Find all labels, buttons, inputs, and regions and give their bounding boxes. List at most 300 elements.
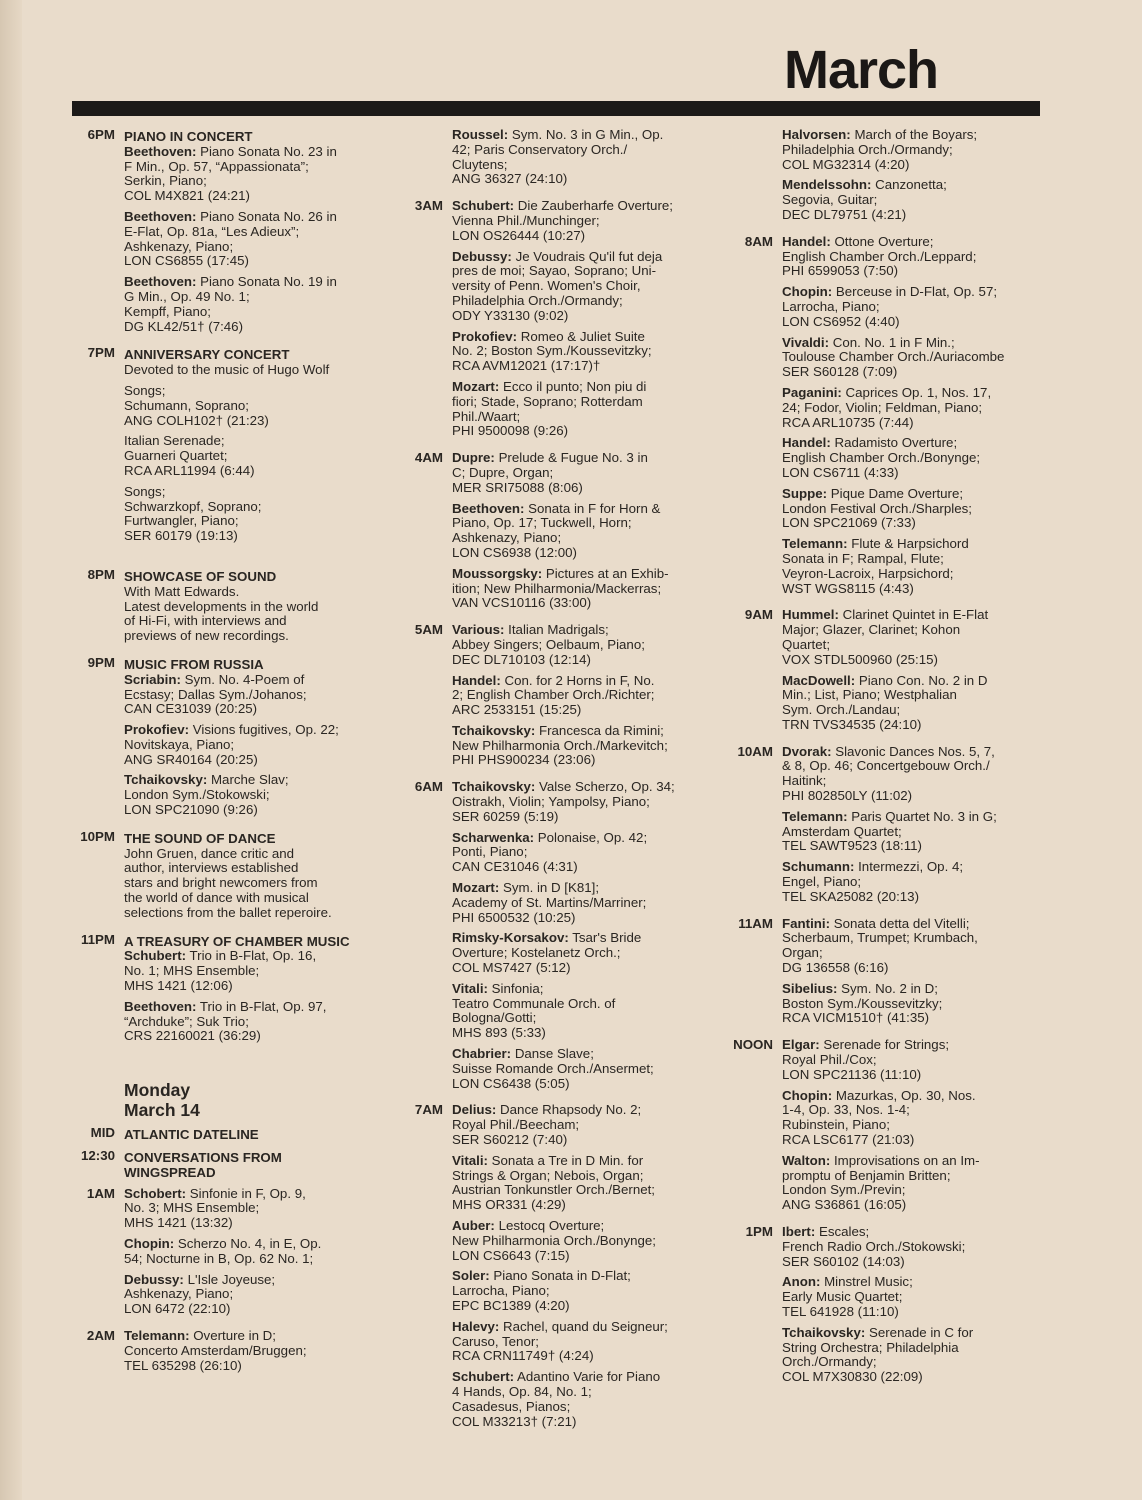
entry-line bbox=[782, 128, 1028, 143]
composer-name: Telemann: bbox=[124, 1328, 190, 1343]
entry-line bbox=[782, 1011, 1028, 1026]
entry-text: Tsar's Bride bbox=[572, 930, 642, 946]
entry-line bbox=[452, 961, 698, 976]
entry-line bbox=[782, 1341, 1028, 1356]
program-entry bbox=[452, 1047, 698, 1091]
entry-text: MER SRI75088 (8:06) bbox=[452, 479, 583, 495]
program-title: PIANO IN CONCERT bbox=[124, 129, 253, 144]
entry-line bbox=[452, 451, 698, 466]
composer-name: Ibert: bbox=[782, 1224, 816, 1239]
entry-text: Ashkenazy, Piano; bbox=[124, 1286, 234, 1302]
slot-time: 10PM bbox=[80, 828, 115, 844]
entry-text: Rachel, quand du Seigneur; bbox=[503, 1318, 668, 1334]
time-slot bbox=[398, 780, 698, 1097]
entry-text: C; Dupre, Organ; bbox=[452, 464, 554, 480]
schedule-column-1 bbox=[70, 128, 370, 1385]
slot-time: 9PM bbox=[87, 654, 115, 670]
entry-line bbox=[124, 673, 370, 688]
slot-body bbox=[452, 1103, 698, 1435]
entry-line bbox=[124, 1273, 370, 1288]
entry-text: LON CS6643 (7:15) bbox=[452, 1247, 570, 1263]
entry-line bbox=[452, 795, 698, 810]
entry-text: SER S60102 (14:03) bbox=[782, 1253, 905, 1269]
entry-line bbox=[782, 401, 1028, 416]
composer-name: Tchaikovsky: bbox=[452, 779, 536, 795]
entry-line bbox=[124, 449, 370, 464]
entry-line bbox=[452, 1133, 698, 1148]
entry-text: MHS 1421 (12:06) bbox=[124, 978, 233, 994]
entry-line bbox=[452, 1299, 698, 1314]
entry-text: Danse Slave; bbox=[514, 1046, 594, 1062]
program-entry bbox=[782, 178, 1028, 222]
entry-line bbox=[782, 1370, 1028, 1385]
description-line: John Gruen, dance critic and bbox=[124, 845, 295, 861]
entry-text: PHI 6500532 (10:25) bbox=[452, 909, 576, 925]
program-entry bbox=[124, 1329, 370, 1373]
entry-text: Italian Madrigals; bbox=[508, 622, 609, 638]
entry-line bbox=[452, 896, 698, 911]
composer-name: Schubert: bbox=[124, 948, 187, 964]
entry-text: Intermezzi, Op. 4; bbox=[858, 859, 964, 875]
program-entry bbox=[124, 275, 370, 334]
entry-text: Cluytens; bbox=[452, 156, 508, 172]
entry-text: TEL SAWT9523 (18:11) bbox=[782, 838, 922, 854]
entry-text: English Chamber Orch./Bonynge; bbox=[782, 450, 981, 466]
time-slot bbox=[728, 1038, 1028, 1219]
entry-text: Philadelphia Orch./Ormandy; bbox=[452, 292, 623, 308]
entry-text: 42; Paris Conservatory Orch./ bbox=[452, 141, 628, 157]
entry-text: Bologna/Gotti; bbox=[452, 1010, 537, 1026]
entry-text: Concerto Amsterdam/Bruggen; bbox=[124, 1342, 307, 1358]
entry-text: Berceuse in D-Flat, Op. 57; bbox=[835, 284, 998, 300]
slot-body bbox=[452, 451, 698, 617]
program-entry bbox=[124, 723, 370, 767]
entry-text: Phil./Waart; bbox=[452, 408, 521, 424]
entry-line bbox=[124, 160, 370, 175]
entry-line bbox=[124, 189, 370, 204]
entry-line bbox=[452, 1385, 698, 1400]
entry-line bbox=[452, 1234, 698, 1249]
composer-name: Telemann: bbox=[782, 808, 848, 824]
entry-text: Die Zauberharfe Overture; bbox=[517, 198, 673, 214]
slot-body bbox=[124, 128, 370, 340]
entry-line bbox=[124, 384, 370, 399]
entry-text: PHI 802850LY (11:02) bbox=[782, 788, 913, 804]
entry-line bbox=[782, 1225, 1028, 1240]
entry-line bbox=[452, 845, 698, 860]
composer-name: Mozart: bbox=[452, 378, 500, 394]
program-entry bbox=[782, 982, 1028, 1026]
entry-text: MHS 1421 (13:32) bbox=[124, 1215, 233, 1231]
time-slot bbox=[70, 128, 370, 340]
entry-line bbox=[124, 414, 370, 429]
slot-body bbox=[782, 128, 1028, 229]
entry-line bbox=[782, 350, 1028, 365]
program-entry bbox=[124, 210, 370, 269]
entry-line bbox=[452, 881, 698, 896]
entry-line bbox=[782, 961, 1028, 976]
entry-text: Larrocha, Piano; bbox=[452, 1283, 550, 1299]
entry-text: SER 60179 (19:13) bbox=[124, 528, 238, 544]
entry-line bbox=[124, 702, 370, 717]
entry-line bbox=[124, 688, 370, 703]
entry-text: DEC DL79751 (4:21) bbox=[782, 206, 907, 222]
program-entry bbox=[124, 145, 370, 204]
entry-text: TEL SKA25082 (20:13) bbox=[782, 888, 919, 904]
entry-line bbox=[124, 803, 370, 818]
program-entry bbox=[782, 860, 1028, 904]
entry-text: Sonata in F for Horn & bbox=[528, 500, 661, 516]
program-entry bbox=[124, 773, 370, 817]
entry-text: New Philharmonia Orch./Bonynge; bbox=[452, 1232, 656, 1248]
entry-text: Polonaise, Op. 42; bbox=[537, 829, 648, 845]
description-line: With Matt Edwards. bbox=[124, 583, 240, 599]
entry-line bbox=[782, 264, 1028, 279]
entry-line bbox=[124, 529, 370, 544]
program-entry bbox=[782, 487, 1028, 531]
composer-name: Tchaikovsky: bbox=[782, 1324, 866, 1340]
entry-line bbox=[452, 703, 698, 718]
entry-text: Overture; Kostelanetz Orch.; bbox=[452, 945, 621, 961]
entry-text: Songs; bbox=[124, 382, 166, 398]
composer-name: Beethoven: bbox=[452, 500, 525, 516]
program-entry bbox=[452, 502, 698, 561]
entry-line bbox=[782, 745, 1028, 760]
entry-line bbox=[782, 875, 1028, 890]
program-entry bbox=[782, 1089, 1028, 1148]
slot-body bbox=[124, 933, 370, 1051]
time-slot bbox=[398, 199, 698, 445]
entry-text: SER 60259 (5:19) bbox=[452, 808, 559, 824]
day-heading-line: Monday bbox=[124, 1080, 191, 1101]
entry-line bbox=[124, 1344, 370, 1359]
entry-text: ition; New Philharmonia/Mackerras; bbox=[452, 580, 662, 596]
entry-line bbox=[452, 946, 698, 961]
entry-line bbox=[782, 774, 1028, 789]
entry-line bbox=[782, 890, 1028, 905]
composer-name: Tchaikovsky: bbox=[124, 772, 208, 788]
program-entry bbox=[124, 485, 370, 544]
time-slot bbox=[398, 1103, 698, 1435]
entry-line bbox=[782, 1103, 1028, 1118]
entry-text: COL M4X821 (24:21) bbox=[124, 188, 250, 204]
entry-line bbox=[452, 481, 698, 496]
program-entry bbox=[782, 810, 1028, 854]
entry-line bbox=[452, 199, 698, 214]
entry-text: Boston Sym./Koussevitzky; bbox=[782, 995, 943, 1011]
time-slot bbox=[70, 1329, 370, 1379]
entry-line bbox=[452, 674, 698, 689]
entry-line bbox=[452, 143, 698, 158]
time-slot bbox=[728, 235, 1028, 603]
entry-line bbox=[782, 451, 1028, 466]
composer-name: Handel: bbox=[452, 672, 501, 688]
entry-line bbox=[452, 279, 698, 294]
entry-line bbox=[452, 531, 698, 546]
program-title: SHOWCASE OF SOUND bbox=[124, 568, 277, 584]
entry-text: ANG COLH102† (21:23) bbox=[124, 412, 269, 428]
entry-line bbox=[124, 1252, 370, 1267]
entry-text: Royal Phil./Cox; bbox=[782, 1052, 877, 1068]
entry-line bbox=[782, 1169, 1028, 1184]
composer-name: Dupre: bbox=[452, 450, 495, 466]
time-slot bbox=[728, 745, 1028, 911]
composer-name: Scriabin: bbox=[124, 671, 181, 687]
entry-text: Clarinet Quintet in E-Flat bbox=[842, 607, 989, 623]
entry-text: Flute & Harpsichord bbox=[851, 536, 969, 552]
entry-line bbox=[782, 810, 1028, 825]
program-entry bbox=[782, 436, 1028, 480]
time-slot bbox=[728, 1225, 1028, 1391]
entry-text: RCA VICM1510† (41:35) bbox=[782, 1010, 930, 1026]
program-entry bbox=[452, 451, 698, 495]
entry-line bbox=[124, 1187, 370, 1202]
composer-name: Prokofiev: bbox=[124, 722, 190, 738]
entry-text: Austrian Tonkunstler Orch./Bernet; bbox=[452, 1182, 655, 1198]
entry-text: London Sym./Stokowski; bbox=[124, 787, 270, 803]
entry-text: Songs; bbox=[124, 483, 166, 499]
entry-text: Marche Slav; bbox=[210, 772, 289, 788]
entry-text: Casadesus, Pianos; bbox=[452, 1398, 571, 1414]
entry-text: Overture in D; bbox=[193, 1328, 276, 1343]
entry-text: Organ; bbox=[782, 945, 823, 961]
entry-line bbox=[124, 145, 370, 160]
slot-time: 12:30 bbox=[80, 1148, 115, 1164]
program-entry bbox=[452, 1103, 698, 1147]
entry-line bbox=[124, 254, 370, 269]
entry-text: Valse Scherzo, Op. 34; bbox=[538, 779, 675, 795]
entry-line bbox=[452, 1011, 698, 1026]
entry-line bbox=[782, 487, 1028, 502]
composer-name: Vitali: bbox=[452, 1152, 488, 1168]
program-title: CONVERSATIONS FROM WINGSPREAD bbox=[124, 1150, 282, 1180]
program-entry bbox=[782, 386, 1028, 430]
entry-text: Sym. Orch./Landau; bbox=[782, 702, 901, 718]
entry-text: EPC BC1389 (4:20) bbox=[452, 1297, 570, 1313]
entry-text: New Philharmonia Orch./Markevitch; bbox=[452, 737, 668, 753]
entry-line bbox=[124, 1029, 370, 1044]
slot-time: 3AM bbox=[414, 198, 443, 214]
composer-name: Paganini: bbox=[782, 384, 842, 400]
composer-name: Moussorgsky: bbox=[452, 565, 543, 581]
entry-text: WST WGS8115 (4:43) bbox=[782, 580, 914, 596]
entry-text: No. 3; MHS Ensemble; bbox=[124, 1200, 260, 1216]
entry-text: Royal Phil./Beecham; bbox=[452, 1117, 580, 1133]
entry-text: Mazurkas, Op. 30, Nos. bbox=[835, 1087, 976, 1103]
entry-text: pres de moi; Sayao, Soprano; Uni- bbox=[452, 263, 656, 279]
entry-text: DEC DL710103 (12:14) bbox=[452, 651, 591, 667]
entry-text: Philadelphia Orch./Ormandy; bbox=[782, 141, 953, 157]
entry-text: SER S60128 (7:09) bbox=[782, 364, 898, 380]
time-slot bbox=[70, 1149, 370, 1181]
entry-text: Schwarzkopf, Soprano; bbox=[124, 498, 262, 514]
entry-text: Segovia, Guitar; bbox=[782, 192, 878, 208]
program-entry bbox=[782, 745, 1028, 804]
program-entry bbox=[124, 949, 370, 993]
entry-line bbox=[782, 1089, 1028, 1104]
entry-text: Prelude & Fugue No. 3 in bbox=[498, 450, 648, 466]
slot-body bbox=[124, 346, 370, 550]
entry-line bbox=[452, 229, 698, 244]
entry-line bbox=[452, 1062, 698, 1077]
time-slot bbox=[398, 451, 698, 617]
entry-line bbox=[782, 1154, 1028, 1169]
slot-time: 6AM bbox=[414, 779, 443, 795]
program-entry bbox=[782, 674, 1028, 733]
entry-line bbox=[782, 193, 1028, 208]
entry-line bbox=[452, 395, 698, 410]
entry-text: Trio in B-Flat, Op. 97, bbox=[199, 998, 327, 1014]
slot-body bbox=[782, 235, 1028, 603]
entry-text: LON CS6855 (17:45) bbox=[124, 253, 249, 269]
entry-text: Ottone Overture; bbox=[834, 233, 934, 249]
schedule-column-3 bbox=[728, 128, 1028, 1397]
entry-text: Ponti, Piano; bbox=[452, 844, 528, 860]
description-line: Latest developments in the world bbox=[124, 598, 319, 614]
composer-name: Handel: bbox=[782, 435, 831, 451]
entry-text: L'Isle Joyeuse; bbox=[187, 1271, 276, 1287]
entry-line bbox=[124, 240, 370, 255]
entry-text: Piano Sonata No. 26 in bbox=[200, 208, 337, 224]
program-description bbox=[124, 363, 370, 378]
composer-name: MacDowell: bbox=[782, 672, 856, 688]
slot-body bbox=[124, 830, 370, 927]
entry-line bbox=[124, 788, 370, 803]
composer-name: Roussel: bbox=[452, 127, 509, 142]
entry-text: Schumann, Soprano; bbox=[124, 397, 249, 413]
time-slot bbox=[70, 656, 370, 824]
entry-line bbox=[782, 537, 1028, 552]
entry-line bbox=[452, 410, 698, 425]
entry-text: Caprices Op. 1, Nos. 17, bbox=[845, 384, 992, 400]
entry-text: PHI 6599053 (7:50) bbox=[782, 263, 899, 279]
entry-text: SER S60212 (7:40) bbox=[452, 1132, 568, 1148]
entry-line bbox=[452, 596, 698, 611]
entry-text: LON CS6952 (4:40) bbox=[782, 313, 900, 329]
entry-line bbox=[452, 1154, 698, 1169]
entry-text: E-Flat, Op. 81a, “Les Adieux”; bbox=[124, 223, 300, 239]
entry-line bbox=[782, 703, 1028, 718]
entry-text: COL MS7427 (5:12) bbox=[452, 960, 571, 976]
entry-text: Toulouse Chamber Orch./Auriacombe bbox=[782, 349, 1005, 365]
entry-text: Piano Sonata in D-Flat; bbox=[493, 1268, 631, 1284]
entry-line bbox=[452, 172, 698, 187]
description-line: author, interviews established bbox=[124, 860, 299, 876]
time-slot bbox=[398, 128, 698, 193]
composer-name: Anon: bbox=[782, 1274, 821, 1290]
entry-line bbox=[782, 1290, 1028, 1305]
entry-text: French Radio Orch./Stokowski; bbox=[782, 1238, 966, 1254]
entry-line bbox=[452, 1077, 698, 1092]
entry-line bbox=[782, 825, 1028, 840]
entry-text: No. 2; Boston Sym./Koussevitzky; bbox=[452, 343, 652, 359]
entry-text: Adantino Varie for Piano bbox=[517, 1369, 661, 1385]
entry-text: London Festival Orch./Sharples; bbox=[782, 500, 972, 516]
slot-time: NOON bbox=[733, 1037, 773, 1053]
composer-name: Chopin: bbox=[782, 1087, 833, 1103]
program-entry bbox=[452, 1370, 698, 1429]
program-entry bbox=[782, 1038, 1028, 1082]
entry-text: PHI PHS900234 (23:06) bbox=[452, 752, 596, 768]
entry-line bbox=[782, 1275, 1028, 1290]
entry-line bbox=[782, 502, 1028, 517]
entry-line bbox=[124, 225, 370, 240]
composer-name: Chabrier: bbox=[452, 1046, 512, 1062]
entry-text: Visions fugitives, Op. 22; bbox=[192, 722, 339, 738]
entry-line bbox=[452, 1400, 698, 1415]
entry-text: Kempff, Piano; bbox=[124, 303, 211, 319]
composer-name: Beethoven: bbox=[124, 274, 197, 290]
slot-time: 10AM bbox=[737, 743, 773, 759]
entry-line bbox=[124, 500, 370, 515]
program-entry bbox=[452, 724, 698, 768]
slot-body bbox=[124, 568, 370, 650]
slot-body bbox=[782, 745, 1028, 911]
entry-text: Je Voudrais Qu'il fut deja bbox=[515, 248, 663, 264]
entry-line bbox=[782, 208, 1028, 223]
composer-name: Beethoven: bbox=[124, 208, 197, 224]
entry-line bbox=[124, 514, 370, 529]
entry-text: ODY Y33130 (9:02) bbox=[452, 307, 569, 323]
entry-text: Serenade for Strings; bbox=[823, 1037, 950, 1053]
entry-text: Abbey Singers; Oelbaum, Piano; bbox=[452, 636, 645, 652]
entry-line bbox=[452, 997, 698, 1012]
program-entry bbox=[782, 1326, 1028, 1385]
entry-text: Ecco il punto; Non piu di bbox=[502, 378, 647, 394]
entry-line bbox=[452, 380, 698, 395]
entry-line bbox=[124, 174, 370, 189]
entry-text: Engel, Piano; bbox=[782, 874, 862, 890]
entry-text: CRS 22160021 (36:29) bbox=[124, 1028, 261, 1044]
schedule-column-2 bbox=[398, 128, 698, 1441]
entry-line bbox=[452, 502, 698, 517]
slot-time: 11AM bbox=[738, 915, 773, 931]
entry-text: Novitskaya, Piano; bbox=[124, 736, 235, 752]
program-entry bbox=[782, 537, 1028, 596]
entry-line bbox=[124, 485, 370, 500]
entry-line bbox=[452, 1269, 698, 1284]
slot-body bbox=[124, 1126, 370, 1143]
entry-text: versity of Penn. Women's Choir, bbox=[452, 278, 641, 294]
entry-line bbox=[782, 1255, 1028, 1270]
description-line: of Hi-Fi, with interviews and bbox=[124, 613, 287, 629]
entry-text: Sonata a Tre in D Min. for bbox=[491, 1152, 644, 1168]
entry-line bbox=[782, 638, 1028, 653]
entry-line bbox=[782, 1355, 1028, 1370]
program-entry bbox=[782, 128, 1028, 172]
entry-line bbox=[782, 365, 1028, 380]
program-entry bbox=[452, 831, 698, 875]
program-description bbox=[124, 585, 370, 644]
entry-text: Francesca da Rimini; bbox=[538, 722, 664, 738]
entry-text: RCA ARL11994 (6:44) bbox=[124, 462, 255, 478]
composer-name: Chopin: bbox=[124, 1236, 175, 1252]
entry-line bbox=[452, 1249, 698, 1264]
entry-text: Italian Serenade; bbox=[124, 433, 225, 449]
entry-text: VAN VCS10116 (33:00) bbox=[452, 595, 592, 611]
entry-line bbox=[782, 416, 1028, 431]
entry-text: Strings & Organ; Nebois, Organ; bbox=[452, 1167, 644, 1183]
entry-text: Ecstasy; Dallas Sym./Johanos; bbox=[124, 686, 307, 702]
entry-line bbox=[452, 724, 698, 739]
entry-line bbox=[782, 860, 1028, 875]
entry-line bbox=[782, 235, 1028, 250]
entry-line bbox=[124, 738, 370, 753]
entry-text: Dance Rhapsody No. 2; bbox=[500, 1102, 642, 1118]
entry-text: 24; Fodor, Violin; Feldman, Piano; bbox=[782, 399, 983, 415]
entry-text: Major; Glazer, Clarinet; Kohon bbox=[782, 622, 961, 638]
composer-name: Handel: bbox=[782, 233, 831, 249]
